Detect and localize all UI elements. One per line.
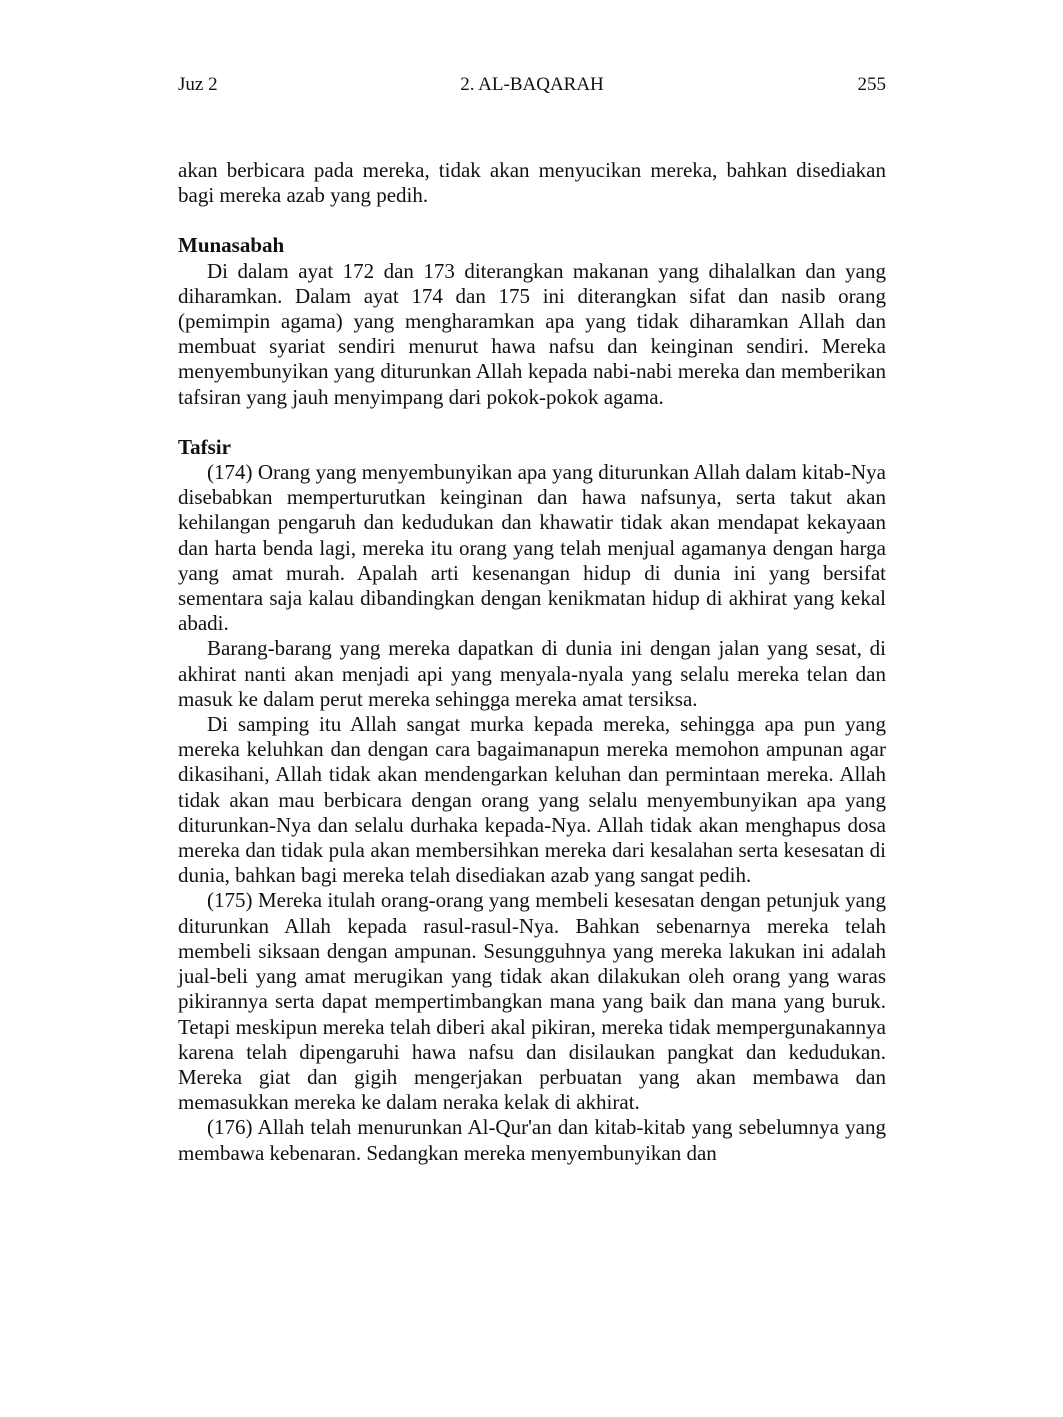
continuation-paragraph: akan berbicara pada mereka, tidak akan menyucikan mereka, bahkan disediakan bagi mereka azab yang pedih. — [178, 158, 886, 208]
running-header — [178, 72, 886, 98]
munasabah-paragraph: Di dalam ayat 172 dan 173 diterangkan makanan yang dihalalkan dan yang diharamkan. Dalam ayat 174 dan 175 ini diterangkan sifat dan nasib orang (pemimpin agama) yang mengharamkan apa yang tidak diharamkan Allah dan membuat syariat sendiri menurut hawa nafsu dan keinginan sendiri. Mereka menyembunyikan yang diturunkan Allah kepada nabi-nabi mereka dan memberikan tafsiran yang jauh menyimpang dari pokok-pokok agama. — [178, 258, 886, 409]
book-page — [178, 72, 886, 1166]
tafsir-paragraph-wrath: Di samping itu Allah sangat murka kepada mereka, sehingga apa pun yang mereka keluhkan dan dengan cara bagaimanapun mereka memohon ampunan agar dikasihani, Allah tidak akan mendengarkan keluhan dan permintaan mereka. Allah tidak akan mau berbicara dengan orang yang selalu menyembunyikan apa yang diturunkan-Nya dan selalu durhaka kepada-Nya. Allah tidak akan menghapus dosa mereka dan tidak pula akan membersihkan mereka dari kesalahan serta kesesatan di dunia, bahkan bagi mereka telah disediakan azab yang sangat pedih. — [178, 712, 886, 888]
tafsir-paragraph-175: (175) Mereka itulah orang-orang yang membeli kesesatan dengan petunjuk yang diturunkan Allah kepada rasul-rasul-Nya. Bahkan sebenarnya mereka telah membeli siksaan dengan ampunan. Sesungguhnya yang mereka lakukan ini adalah jual-beli yang amat merugikan yang tidak akan dilakukan oleh orang yang waras pikirannya serta dapat mempertimbangkan mana yang baik dan mana yang buruk. Tetapi meskipun mereka telah diberi akal pikiran, mereka tidak mempergunakannya karena telah dipengaruhi hawa nafsu dan disilaukan pangkat dan kedudukan. Mereka giat dan gigih mengerjakan perbuatan yang akan membawa dan memasukkan mereka ke dalam neraka kelak di akhirat. — [178, 888, 886, 1115]
surah-title: 2. AL-BAQARAH — [460, 74, 604, 95]
tafsir-paragraph-176: (176) Allah telah menurunkan Al-Qur'an dan kitab-kitab yang sebelumnya yang membawa kebenaran. Sedangkan mereka menyembunyikan dan — [178, 1115, 886, 1165]
tafsir-paragraph-punishment: Barang-barang yang mereka dapatkan di dunia ini dengan jalan yang sesat, di akhirat nanti akan menjadi api yang menyala-nyala yang selalu mereka telan dan masuk ke dalam perut mereka sehingga mereka amat tersiksa. — [178, 636, 886, 711]
page-body — [178, 158, 886, 1166]
page-number: 255 — [857, 74, 886, 95]
munasabah-heading: Munasabah — [178, 233, 285, 258]
tafsir-paragraph-174: (174) Orang yang menyembunyikan apa yang diturunkan Allah dalam kitab-Nya disebabkan memperturutkan keinginan dan hawa nafsunya, serta takut akan kehilangan pengaruh dan kedudukan dan khawatir tidak akan mendapat kekayaan dan harta benda lagi, mereka itu orang yang telah menjual agamanya dengan harga yang amat murah. Apalah arti kesenangan hidup di dunia ini yang bersifat sementara saja kalau dibandingkan dengan kenikmatan hidup di akhirat yang kekal abadi. — [178, 460, 886, 636]
tafsir-heading: Tafsir — [178, 434, 231, 459]
juz-label: Juz 2 — [178, 74, 218, 95]
section-spacer — [178, 410, 886, 435]
section-spacer — [178, 208, 886, 233]
